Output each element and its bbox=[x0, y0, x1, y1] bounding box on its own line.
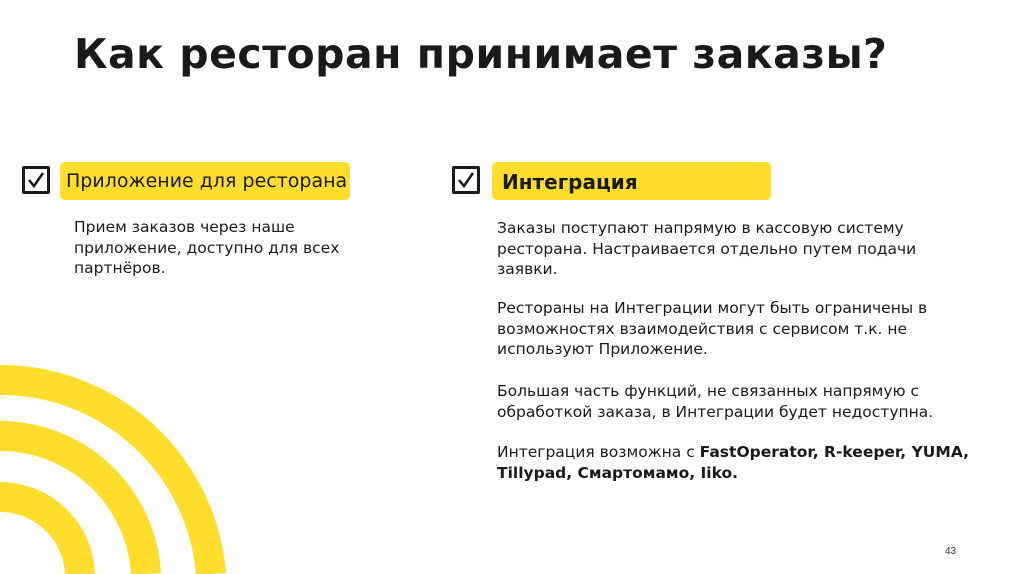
check-box-icon bbox=[452, 166, 480, 194]
arc-group bbox=[0, 380, 211, 574]
integration-intro: Интеграция возможна с bbox=[497, 443, 700, 461]
check-box-icon bbox=[22, 166, 50, 194]
integration-systems: FastOperator, R-keeper, YUMA, Tillypad, Смартомамо, Iiko. bbox=[497, 443, 969, 482]
right-paragraph-1: Заказы поступают напрямую в кассовую систему ресторана. Настраивается отдельно путем подачи заявки. bbox=[497, 219, 917, 278]
left-description: Прием заказов через наше приложение, доступно для всех партнёров. bbox=[74, 218, 340, 277]
left-heading: Приложение для ресторана bbox=[66, 170, 348, 192]
right-paragraph-3: Большая часть функций, не связанных напрямую с обработкой заказа, в Интеграции будет недоступна. bbox=[497, 382, 934, 421]
slide-title: Как ресторан принимает заказы? bbox=[74, 30, 888, 78]
page-number: 43 bbox=[945, 546, 957, 557]
right-paragraph-4 bbox=[497, 442, 969, 483]
right-paragraph-2: Рестораны на Интеграции могут быть ограничены в возможностях взаимодействия с сервисом т.к. не используют Приложение. bbox=[497, 299, 928, 358]
arc-inner bbox=[0, 497, 80, 574]
right-heading: Интеграция bbox=[502, 170, 638, 194]
